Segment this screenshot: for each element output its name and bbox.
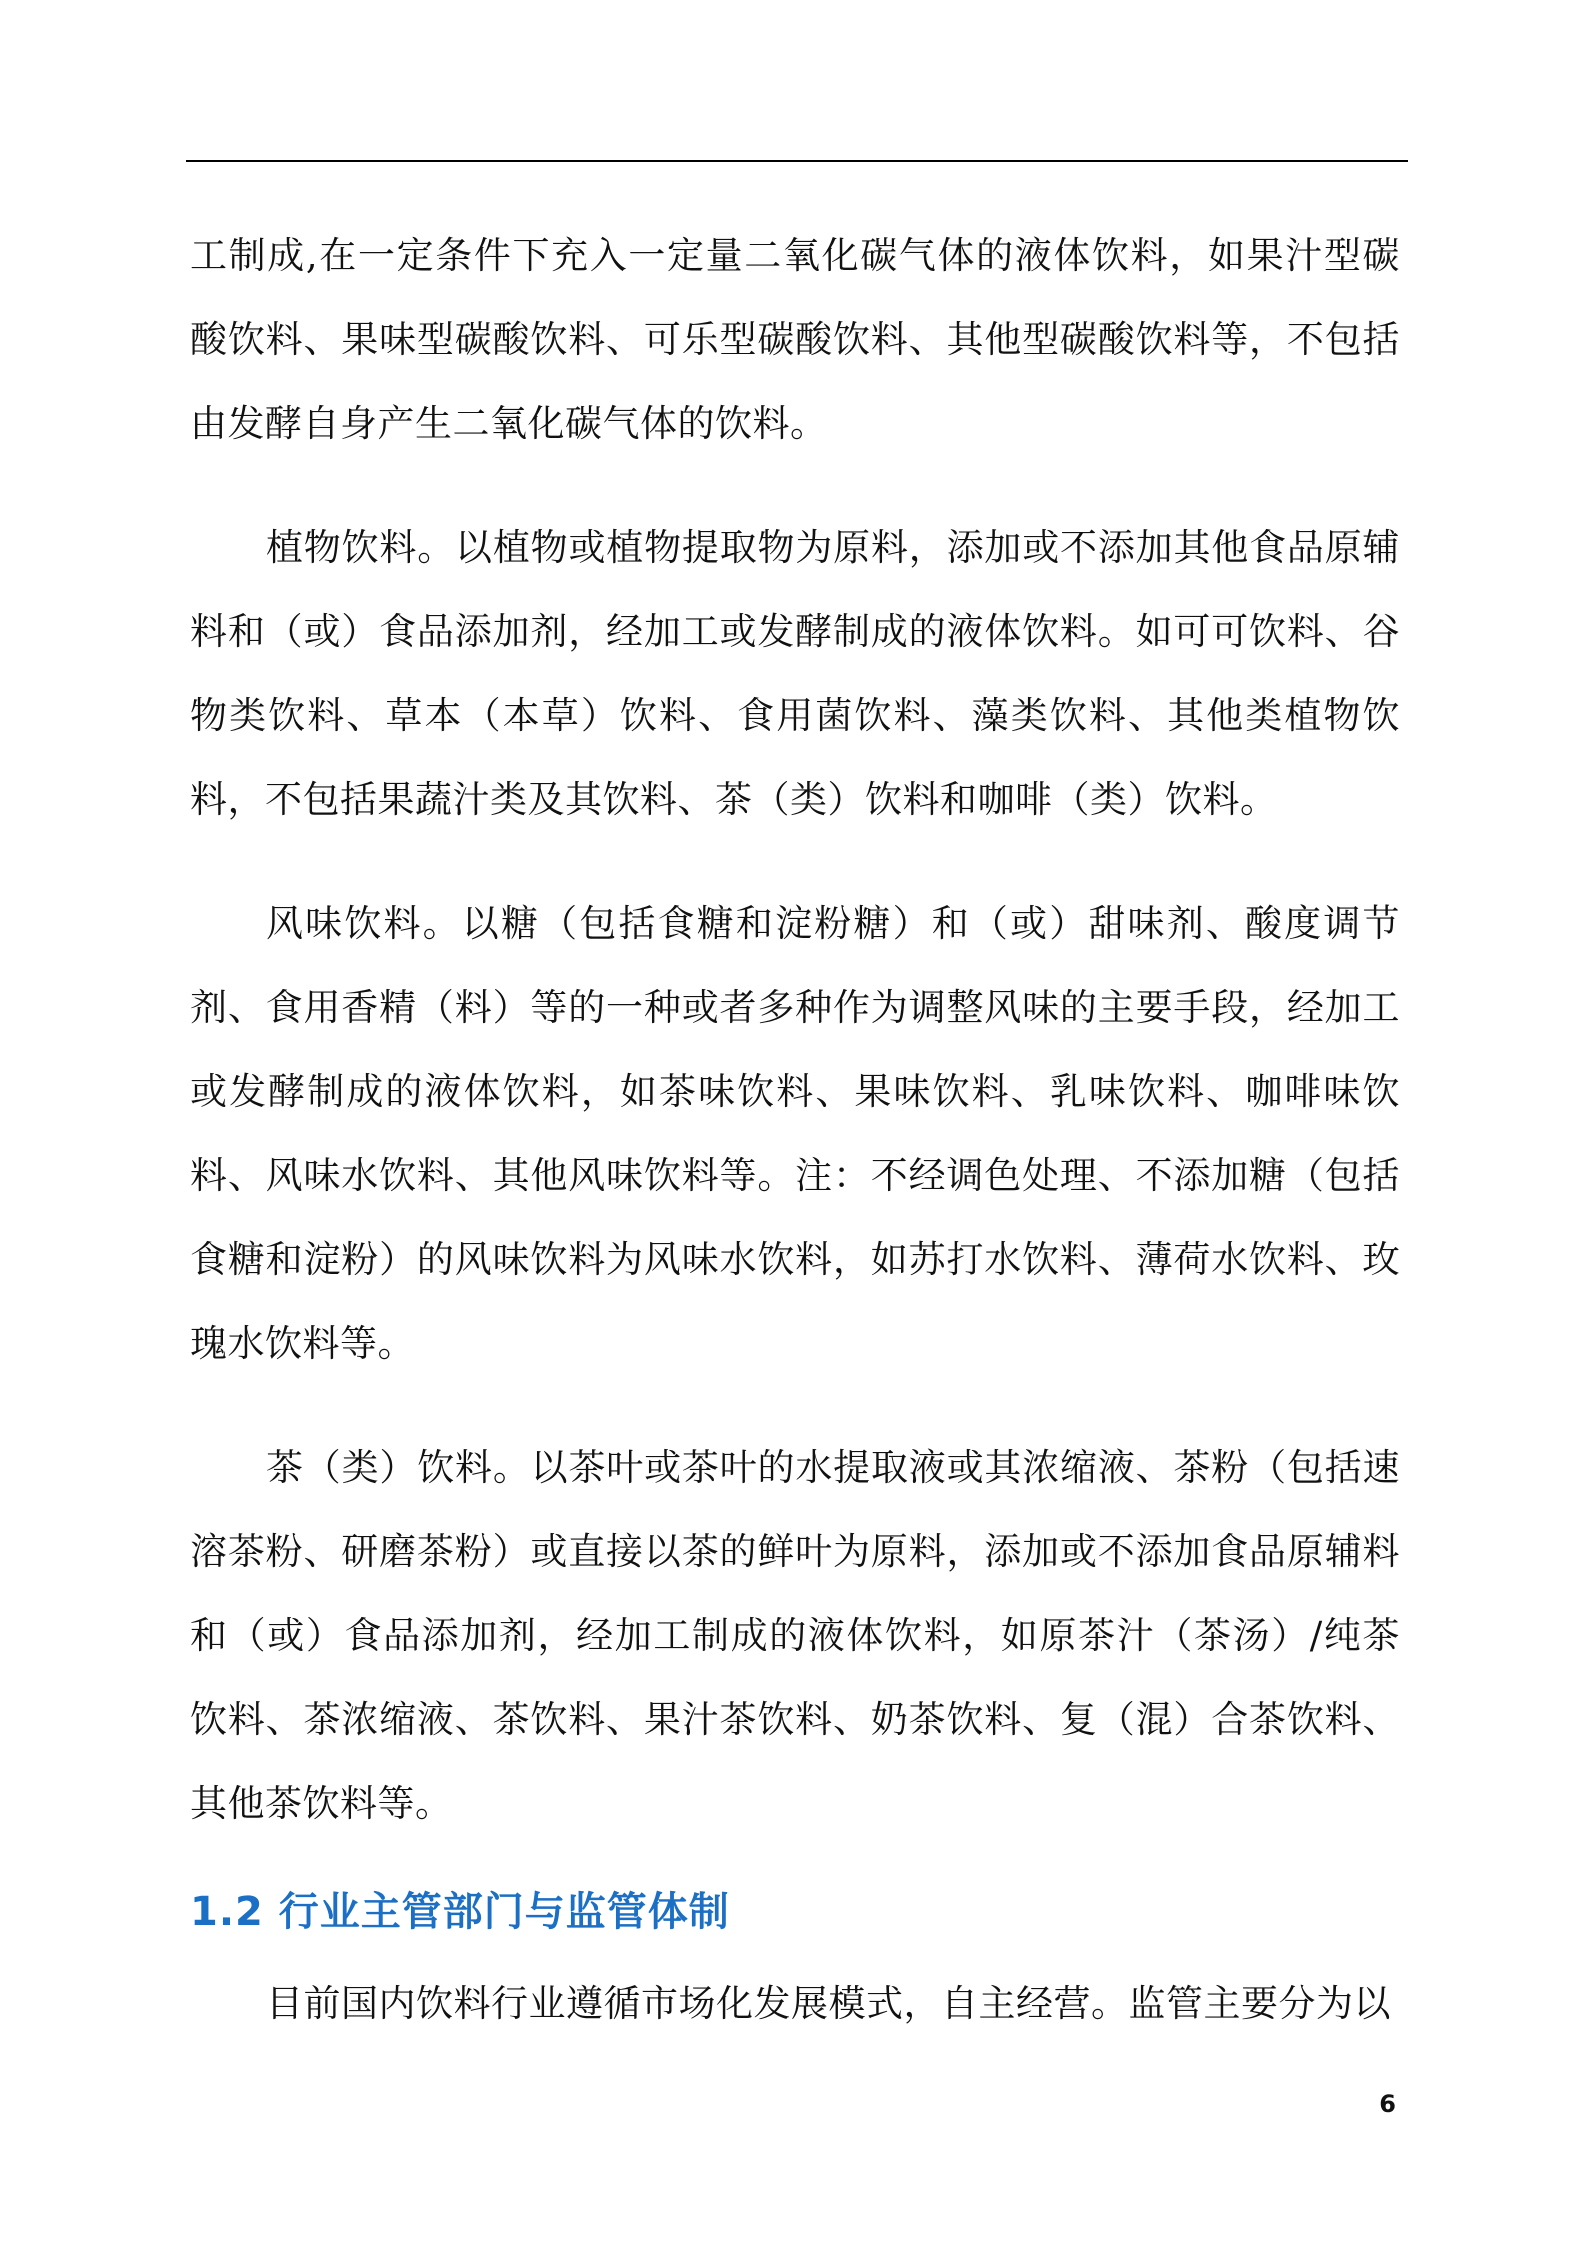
- paragraph-gap: [190, 1386, 1400, 1426]
- paragraph-gap: [190, 842, 1400, 882]
- page-number: 6: [1379, 2090, 1396, 2118]
- document-body: [190, 214, 1400, 2046]
- paragraph-tea-drinks: 茶（类）饮料。以茶叶或茶叶的水提取液或其浓缩液、茶粉（包括速溶茶粉、研磨茶粉）或直接以茶的鲜叶为原料，添加或不添加食品原辅料和（或）食品添加剂，经加工制成的液体饮料，如原茶汁（茶汤）/纯茶饮料、茶浓缩液、茶饮料、果汁茶饮料、奶茶饮料、复（混）合茶饮料、其他茶饮料等。: [190, 1446, 1400, 1825]
- paragraph-gap: [190, 466, 1400, 506]
- paragraph-flavored-drinks: 风味饮料。以糖（包括食糖和淀粉糖）和（或）甜味剂、酸度调节剂、食用香精（料）等的一种或者多种作为调整风味的主要手段，经加工或发酵制成的液体饮料，如茶味饮料、果味饮料、乳味饮料、咖啡味饮料、风味水饮料、其他风味饮料等。注：不经调色处理、不添加糖（包括食糖和淀粉）的风味饮料为风味水饮料，如苏打水饮料、薄荷水饮料、玫瑰水饮料等。: [190, 902, 1400, 1365]
- section-heading: 1.2 行业主管部门与监管体制: [190, 1889, 730, 1935]
- paragraph-carbonated-continued: 工制成,在一定条件下充入一定量二氧化碳气体的液体饮料，如果汁型碳酸饮料、果味型碳酸饮料、可乐型碳酸饮料、其他型碳酸饮料等，不包括由发酵自身产生二氧化碳气体的饮料。: [190, 234, 1400, 445]
- header-rule: [186, 160, 1408, 162]
- paragraph-regulation-intro: 目前国内饮料行业遵循市场化发展模式，自主经营。监管主要分为以: [266, 1982, 1391, 2025]
- paragraph-plant-drinks: 植物饮料。以植物或植物提取物为原料，添加或不添加其他食品原辅料和（或）食品添加剂，经加工或发酵制成的液体饮料。如可可饮料、谷物类饮料、草本（本草）饮料、食用菌饮料、藻类饮料、其他类植物饮料，不包括果蔬汁类及其饮料、茶（类）饮料和咖啡（类）饮料。: [190, 526, 1400, 821]
